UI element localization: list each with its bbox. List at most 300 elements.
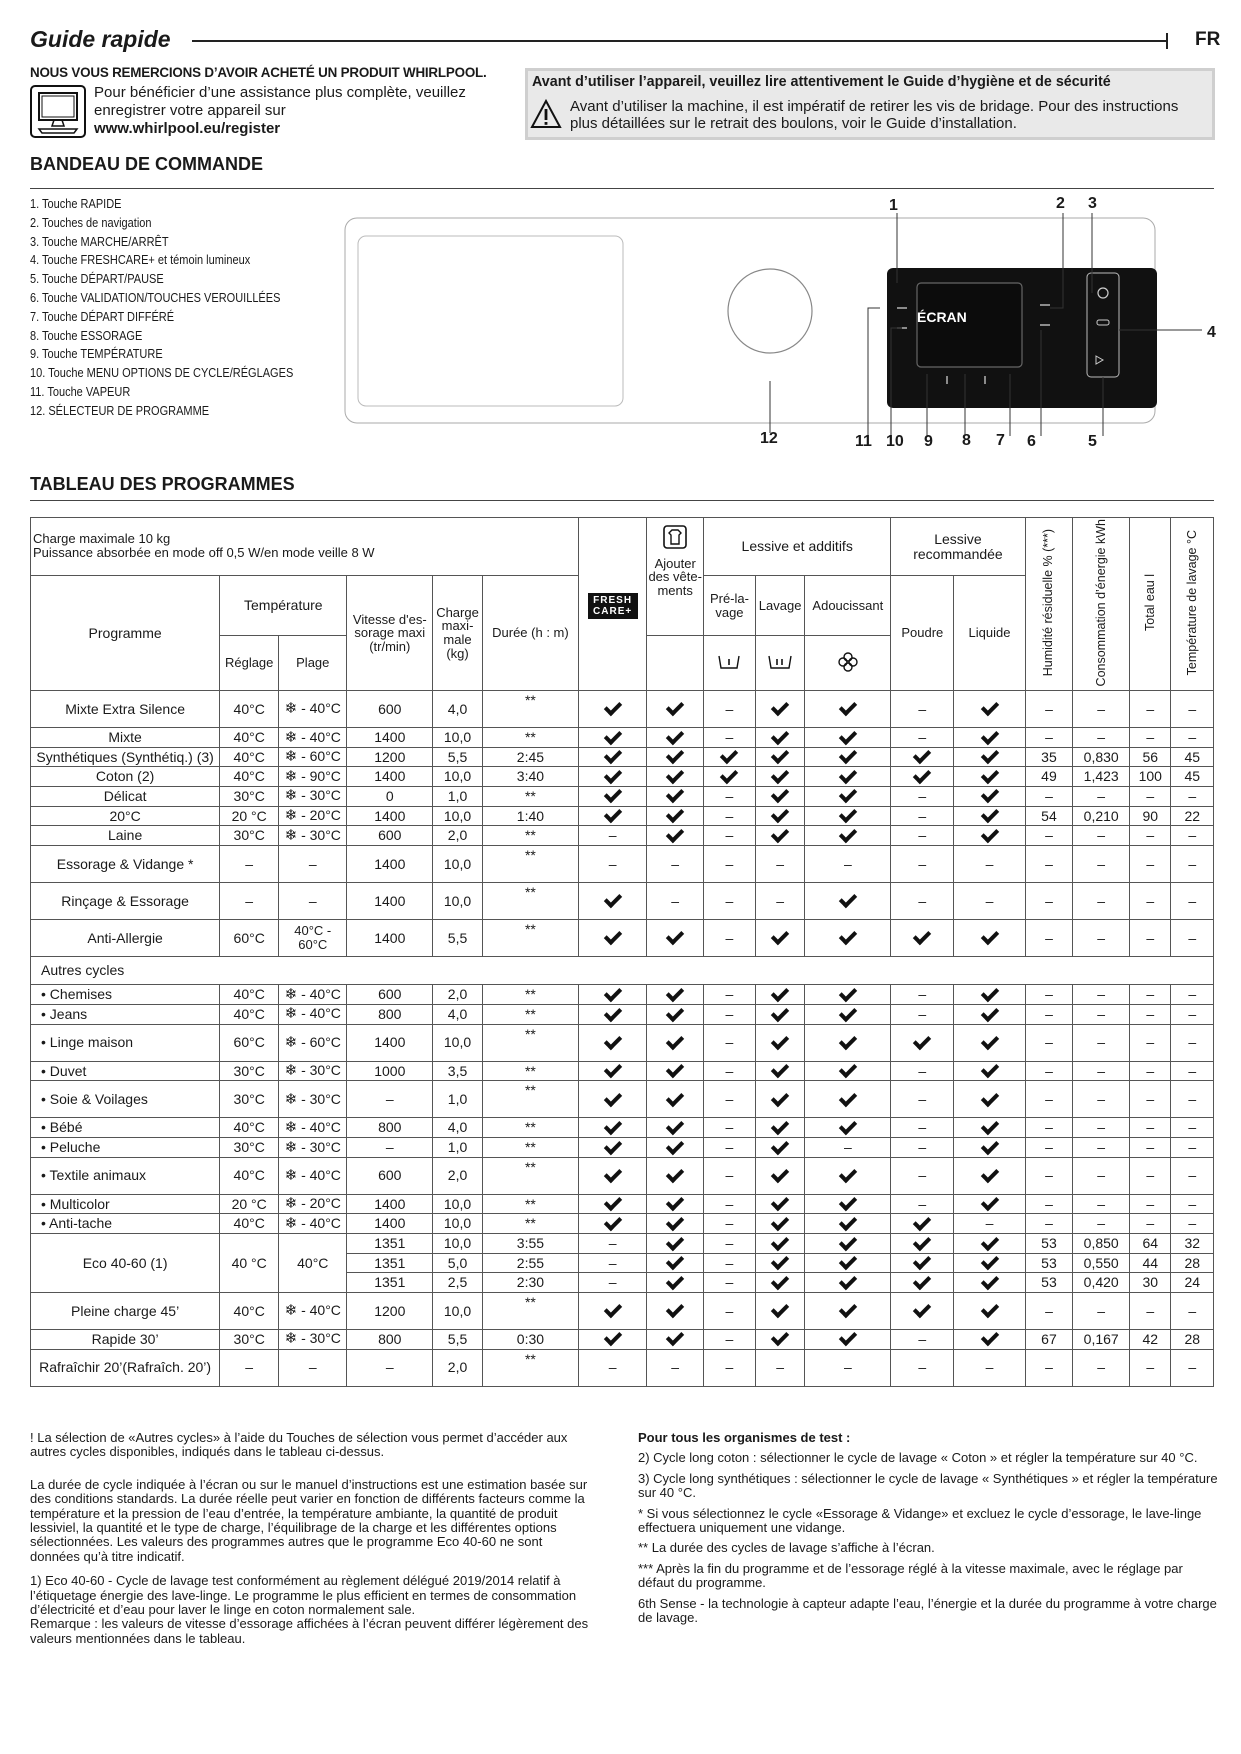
key-item: 3. Touche MARCHE/ARRÊT — [30, 234, 169, 249]
check-cell — [647, 1005, 704, 1025]
check-icon — [839, 893, 856, 906]
check-icon — [667, 1196, 684, 1209]
check-cell — [891, 1292, 954, 1329]
check-cell — [755, 1273, 805, 1293]
note-paragraph: * Si vous sélectionnez le cycle «Essorage & Vidange» et excluez le cycle d’essorage, le lave-linge effectuera uniquement une vidange. — [638, 1505, 1202, 1536]
value-cell: – — [1171, 728, 1214, 748]
check-icon — [604, 1007, 621, 1020]
value-cell: – — [647, 1349, 704, 1386]
title-rule-end — [1166, 33, 1168, 49]
check-cell — [647, 1024, 704, 1061]
check-cell — [954, 1234, 1025, 1254]
value-cell: – — [1025, 985, 1073, 1005]
check-icon — [981, 1196, 998, 1209]
program-name: Coton (2) — [31, 767, 220, 787]
check-cell — [647, 1061, 704, 1081]
check-icon — [772, 1120, 789, 1133]
check-cell — [579, 786, 647, 806]
table-row — [31, 691, 1214, 728]
check-icon — [772, 808, 789, 821]
value-cell: 1,0 — [433, 1081, 483, 1118]
check-cell — [647, 1292, 704, 1329]
value-cell: – — [704, 1214, 756, 1234]
warning-icon — [530, 98, 562, 130]
control-panel-diagram — [340, 198, 1220, 448]
key-list — [30, 195, 293, 421]
check-cell — [647, 1234, 704, 1254]
value-cell: – — [1171, 826, 1214, 846]
check-icon — [981, 788, 998, 801]
check-icon — [981, 1092, 998, 1105]
check-icon — [604, 1140, 621, 1153]
check-cell — [755, 1157, 805, 1194]
table-row — [31, 1138, 1214, 1158]
table-row — [31, 985, 1214, 1005]
check-icon — [772, 1275, 789, 1288]
check-cell — [755, 786, 805, 806]
value-cell: 1400 — [347, 1214, 433, 1234]
value-cell: – — [1130, 1024, 1171, 1061]
program-name: Laine — [31, 826, 220, 846]
value-cell: 32 — [1171, 1234, 1214, 1254]
value-cell: – — [805, 845, 891, 882]
program-name: • Jeans — [31, 1005, 220, 1025]
value-cell: 53 — [1025, 1253, 1073, 1273]
notes-left — [30, 1431, 595, 1652]
value-cell: – — [704, 1024, 756, 1061]
check-icon — [981, 930, 998, 943]
range-cell: ❄ - 40°C — [279, 1214, 347, 1234]
check-icon — [667, 1216, 684, 1229]
cold-icon: ❄ — [284, 1166, 298, 1184]
check-cell — [647, 1081, 704, 1118]
check-icon — [604, 1092, 621, 1105]
cold-icon: ❄ — [284, 748, 298, 766]
value-cell: – — [579, 1273, 647, 1293]
value-cell: – — [1073, 1157, 1130, 1194]
value-cell: – — [1025, 1292, 1073, 1329]
cold-icon: ❄ — [284, 1062, 298, 1080]
check-icon — [914, 1303, 931, 1316]
check-cell — [755, 1024, 805, 1061]
check-cell — [755, 767, 805, 787]
check-cell — [579, 747, 647, 767]
value-cell: 2,0 — [433, 985, 483, 1005]
check-cell — [805, 767, 891, 787]
check-cell — [647, 1118, 704, 1138]
callout-7: 7 — [996, 432, 1005, 449]
check-icon — [839, 1255, 856, 1268]
range-cell: ❄ - 40°C — [279, 691, 347, 728]
check-icon — [667, 1140, 684, 1153]
value-cell: 0,550 — [1073, 1253, 1130, 1273]
check-icon — [981, 730, 998, 743]
add-clothes-icon — [662, 524, 688, 550]
check-cell — [954, 767, 1025, 787]
check-icon — [667, 1303, 684, 1316]
value-cell: – — [1171, 1157, 1214, 1194]
value-cell: – — [1171, 985, 1214, 1005]
value-cell: 35 — [1025, 747, 1073, 767]
value-cell: 30°C — [220, 1061, 279, 1081]
table-row — [31, 1349, 1214, 1386]
value-cell: – — [220, 845, 279, 882]
value-cell: 800 — [347, 1118, 433, 1138]
value-cell: ** — [482, 1081, 578, 1118]
check-cell — [891, 1253, 954, 1273]
value-cell: – — [1130, 1194, 1171, 1214]
check-icon — [604, 1168, 621, 1181]
check-icon — [772, 1007, 789, 1020]
add-clothes-col: Ajouter des vête-ments — [647, 518, 704, 636]
value-cell: – — [891, 1157, 954, 1194]
value-cell: – — [1073, 845, 1130, 882]
value-cell: – — [704, 1253, 756, 1273]
program-name: Pleine charge 45’ — [31, 1292, 220, 1329]
value-cell: 2:45 — [482, 747, 578, 767]
table-row — [31, 1157, 1214, 1194]
value-cell: ** — [482, 1214, 578, 1234]
header-spin: Vitesse d'es-sorage maxi (tr/min) — [347, 576, 433, 691]
value-cell: 30°C — [220, 786, 279, 806]
check-cell — [579, 985, 647, 1005]
callout-10: 10 — [886, 433, 904, 450]
value-cell: – — [891, 1194, 954, 1214]
check-icon — [839, 828, 856, 841]
value-cell: 10,0 — [433, 767, 483, 787]
check-cell — [579, 1118, 647, 1138]
check-cell — [647, 1194, 704, 1214]
check-icon — [772, 749, 789, 762]
check-cell — [755, 1253, 805, 1273]
value-cell: – — [891, 1061, 954, 1081]
check-icon — [839, 1216, 856, 1229]
check-icon — [772, 1255, 789, 1268]
check-cell — [891, 1273, 954, 1293]
value-cell: 1400 — [347, 1194, 433, 1214]
value-cell: – — [704, 826, 756, 846]
value-cell: – — [891, 786, 954, 806]
computer-icon — [30, 85, 86, 138]
check-icon — [604, 701, 621, 714]
value-cell: – — [891, 1118, 954, 1138]
check-cell — [954, 1138, 1025, 1158]
section-rule — [30, 188, 1214, 189]
value-cell: 40°C — [220, 1292, 279, 1329]
value-cell: 1351 — [347, 1273, 433, 1293]
note-paragraph: 6th Sense - la technologie à capteur adapte l’eau, l’énergie et la durée du programme à votre charge de lavage. — [638, 1595, 1217, 1626]
value-cell: – — [704, 691, 756, 728]
check-cell — [579, 1157, 647, 1194]
check-cell — [647, 767, 704, 787]
value-cell: ** — [482, 919, 578, 956]
range-cell: ❄ - 30°C — [279, 826, 347, 846]
check-icon — [839, 769, 856, 782]
check-icon — [772, 1216, 789, 1229]
value-cell: – — [1073, 1214, 1130, 1234]
value-cell: 1351 — [347, 1234, 433, 1254]
value-cell: – — [1130, 1157, 1171, 1194]
range-cell: ❄ - 30°C — [279, 1329, 347, 1349]
check-cell — [755, 1138, 805, 1158]
value-cell: 2,0 — [433, 826, 483, 846]
table-row — [31, 845, 1214, 882]
check-icon — [839, 1092, 856, 1105]
check-icon — [772, 1196, 789, 1209]
check-icon — [772, 701, 789, 714]
value-cell: – — [704, 985, 756, 1005]
range-cell: ❄ - 40°C — [279, 1292, 347, 1329]
value-cell: – — [704, 1194, 756, 1214]
table-row — [31, 1081, 1214, 1118]
check-cell — [954, 806, 1025, 826]
check-icon — [667, 788, 684, 801]
value-cell: ** — [482, 1061, 578, 1081]
value-cell: – — [1073, 1081, 1130, 1118]
check-cell — [805, 826, 891, 846]
table-row — [31, 1024, 1214, 1061]
check-icon — [839, 1120, 856, 1133]
table-row — [31, 728, 1214, 748]
value-cell: – — [891, 691, 954, 728]
value-cell: – — [1130, 786, 1171, 806]
value-cell: – — [1025, 919, 1073, 956]
check-cell — [755, 1005, 805, 1025]
check-icon — [772, 987, 789, 1000]
check-icon — [604, 730, 621, 743]
check-cell — [579, 1329, 647, 1349]
check-cell — [755, 1329, 805, 1349]
program-name: Essorage & Vidange * — [31, 845, 220, 882]
check-icon — [914, 1216, 931, 1229]
value-cell: – — [1130, 728, 1171, 748]
check-cell — [647, 1138, 704, 1158]
cold-icon: ❄ — [284, 807, 298, 825]
check-cell — [805, 691, 891, 728]
check-icon — [667, 1236, 684, 1249]
check-icon — [667, 701, 684, 714]
check-icon — [839, 987, 856, 1000]
key-item: 6. Touche VALIDATION/TOUCHES VEROUILLÉES — [30, 290, 281, 305]
value-cell: – — [647, 882, 704, 919]
value-cell: – — [1025, 1157, 1073, 1194]
title-rule — [192, 40, 1168, 42]
value-cell: 10,0 — [433, 1292, 483, 1329]
check-icon — [667, 987, 684, 1000]
range-cell: ❄ - 40°C — [279, 1118, 347, 1138]
check-icon — [604, 808, 621, 821]
value-cell: – — [1025, 1061, 1073, 1081]
value-cell: 100 — [1130, 767, 1171, 787]
check-icon — [914, 1275, 931, 1288]
check-icon — [604, 1216, 621, 1229]
check-cell — [954, 1292, 1025, 1329]
check-icon — [981, 1168, 998, 1181]
check-cell — [755, 747, 805, 767]
value-cell: 1400 — [347, 845, 433, 882]
check-icon — [839, 701, 856, 714]
register-text: Pour bénéficier d’une assistance plus complète, veuillez enregistrer votre appareil sur www.whirlpool.eu/register — [94, 84, 466, 137]
value-cell: – — [1171, 1194, 1214, 1214]
value-cell: – — [1171, 1349, 1214, 1386]
check-icon — [604, 788, 621, 801]
program-name: • Anti-tache — [31, 1214, 220, 1234]
value-cell: – — [954, 1349, 1025, 1386]
register-url[interactable]: www.whirlpool.eu/register — [94, 120, 281, 137]
value-cell: – — [1130, 1292, 1171, 1329]
check-cell — [805, 919, 891, 956]
value-cell: – — [1025, 1118, 1073, 1138]
check-cell — [755, 1194, 805, 1214]
value-cell: – — [1073, 826, 1130, 846]
value-cell: 40°C — [220, 1005, 279, 1025]
check-icon — [981, 1331, 998, 1344]
value-cell: – — [1025, 1005, 1073, 1025]
header-powder: Poudre — [891, 576, 954, 691]
value-cell: 5,5 — [433, 747, 483, 767]
check-icon — [839, 1331, 856, 1344]
check-cell — [647, 786, 704, 806]
eco-reglage: 40 °C — [220, 1234, 279, 1293]
check-cell — [579, 1005, 647, 1025]
value-cell: – — [1130, 845, 1171, 882]
check-cell — [805, 1118, 891, 1138]
check-cell — [755, 826, 805, 846]
value-cell: – — [891, 1081, 954, 1118]
range-cell: ❄ - 40°C — [279, 985, 347, 1005]
other-cycles-label: Autres cycles — [31, 957, 1214, 985]
check-cell — [954, 1253, 1025, 1273]
check-cell — [579, 691, 647, 728]
range-cell: ❄ - 60°C — [279, 747, 347, 767]
value-cell: 1400 — [347, 767, 433, 787]
value-cell: – — [1025, 1214, 1073, 1234]
notes-right — [638, 1431, 1218, 1631]
header-programme: Programme — [31, 576, 220, 691]
value-cell: – — [1073, 882, 1130, 919]
freshcare-logo: FRESH CARE+ — [588, 593, 638, 619]
check-icon — [981, 808, 998, 821]
check-cell — [647, 691, 704, 728]
value-cell: 2:55 — [482, 1253, 578, 1273]
check-cell — [954, 786, 1025, 806]
value-cell: 54 — [1025, 806, 1073, 826]
table-row — [31, 826, 1214, 846]
value-cell: 800 — [347, 1329, 433, 1349]
value-cell: 0,830 — [1073, 747, 1130, 767]
value-cell: – — [1171, 1024, 1214, 1061]
check-cell — [954, 691, 1025, 728]
note-paragraph: La durée de cycle indiquée à l’écran ou sur le manuel d’instructions est une estimation basée sur des conditions standards. La durée réelle peut varier en fonction de différents facteurs comme la température et la pression de l’eau d’entrée, la température ambiante, la quantité de produit lessiviel, la quantité et le type de charge, l’équilibrage de la charge et les différentes options sélectionnées. Les valeurs des programmes autres que le programme Eco 40-60 ne sont données qu’à titre indicatif. — [30, 1476, 588, 1564]
header-wash-temp: Température de lavage °C — [1171, 518, 1214, 691]
value-cell: – — [1025, 1194, 1073, 1214]
value-cell: 0,167 — [1073, 1329, 1130, 1349]
check-cell — [647, 985, 704, 1005]
value-cell: 53 — [1025, 1234, 1073, 1254]
value-cell: 5,0 — [433, 1253, 483, 1273]
section-rule — [30, 500, 1214, 501]
check-cell — [704, 767, 756, 787]
check-cell — [805, 1253, 891, 1273]
check-icon — [981, 1140, 998, 1153]
value-cell: – — [1171, 1214, 1214, 1234]
value-cell: ** — [482, 728, 578, 748]
header-liquid: Liquide — [954, 576, 1025, 691]
value-cell: – — [1073, 1118, 1130, 1138]
key-item: 5. Touche DÉPART/PAUSE — [30, 272, 164, 287]
range-cell: ❄ - 20°C — [279, 806, 347, 826]
check-icon — [667, 1120, 684, 1133]
value-cell: – — [1130, 985, 1171, 1005]
program-name: • Duvet — [31, 1061, 220, 1081]
cold-icon: ❄ — [284, 985, 298, 1003]
screen-label: ÉCRAN — [917, 309, 967, 325]
check-cell — [891, 1214, 954, 1234]
value-cell: 44 — [1130, 1253, 1171, 1273]
value-cell: – — [1171, 691, 1214, 728]
value-cell: – — [1130, 882, 1171, 919]
check-icon — [772, 788, 789, 801]
value-cell: – — [1171, 845, 1214, 882]
check-icon — [981, 1255, 998, 1268]
table-row — [31, 747, 1214, 767]
value-cell: – — [347, 1349, 433, 1386]
check-icon — [981, 749, 998, 762]
check-cell — [647, 1253, 704, 1273]
value-cell: 4,0 — [433, 1118, 483, 1138]
check-cell — [647, 1214, 704, 1234]
value-cell: – — [891, 806, 954, 826]
check-cell — [954, 1329, 1025, 1349]
table-row — [31, 1194, 1214, 1214]
check-cell — [891, 919, 954, 956]
value-cell: 40°C - 60°C — [279, 919, 347, 956]
range-cell: ❄ - 60°C — [279, 1024, 347, 1061]
value-cell: – — [704, 1118, 756, 1138]
value-cell: – — [1171, 882, 1214, 919]
cold-icon: ❄ — [284, 1033, 298, 1051]
header-prewash: Pré-la-vage — [704, 576, 756, 636]
cold-icon: ❄ — [284, 787, 298, 805]
value-cell: – — [1171, 1005, 1214, 1025]
value-cell: 1000 — [347, 1061, 433, 1081]
callout-6: 6 — [1027, 433, 1036, 450]
value-cell: 2,0 — [433, 1157, 483, 1194]
range-cell: ❄ - 40°C — [279, 1005, 347, 1025]
value-cell: – — [1073, 1194, 1130, 1214]
value-cell: 28 — [1171, 1253, 1214, 1273]
value-cell: 40°C — [220, 1157, 279, 1194]
check-cell — [805, 1194, 891, 1214]
check-icon — [604, 1331, 621, 1344]
check-icon — [667, 1168, 684, 1181]
range-cell: ❄ - 40°C — [279, 728, 347, 748]
check-cell — [579, 1194, 647, 1214]
value-cell: 28 — [1171, 1329, 1214, 1349]
check-icon — [981, 1275, 998, 1288]
table-row — [31, 1329, 1214, 1349]
value-cell: 3:40 — [482, 767, 578, 787]
value-cell: 2:30 — [482, 1273, 578, 1293]
value-cell: ** — [482, 985, 578, 1005]
value-cell: – — [1073, 1138, 1130, 1158]
value-cell: – — [1025, 845, 1073, 882]
callout-4: 4 — [1207, 324, 1216, 341]
check-icon — [772, 828, 789, 841]
check-cell — [891, 1024, 954, 1061]
value-cell: 10,0 — [433, 882, 483, 919]
check-icon — [667, 1007, 684, 1020]
